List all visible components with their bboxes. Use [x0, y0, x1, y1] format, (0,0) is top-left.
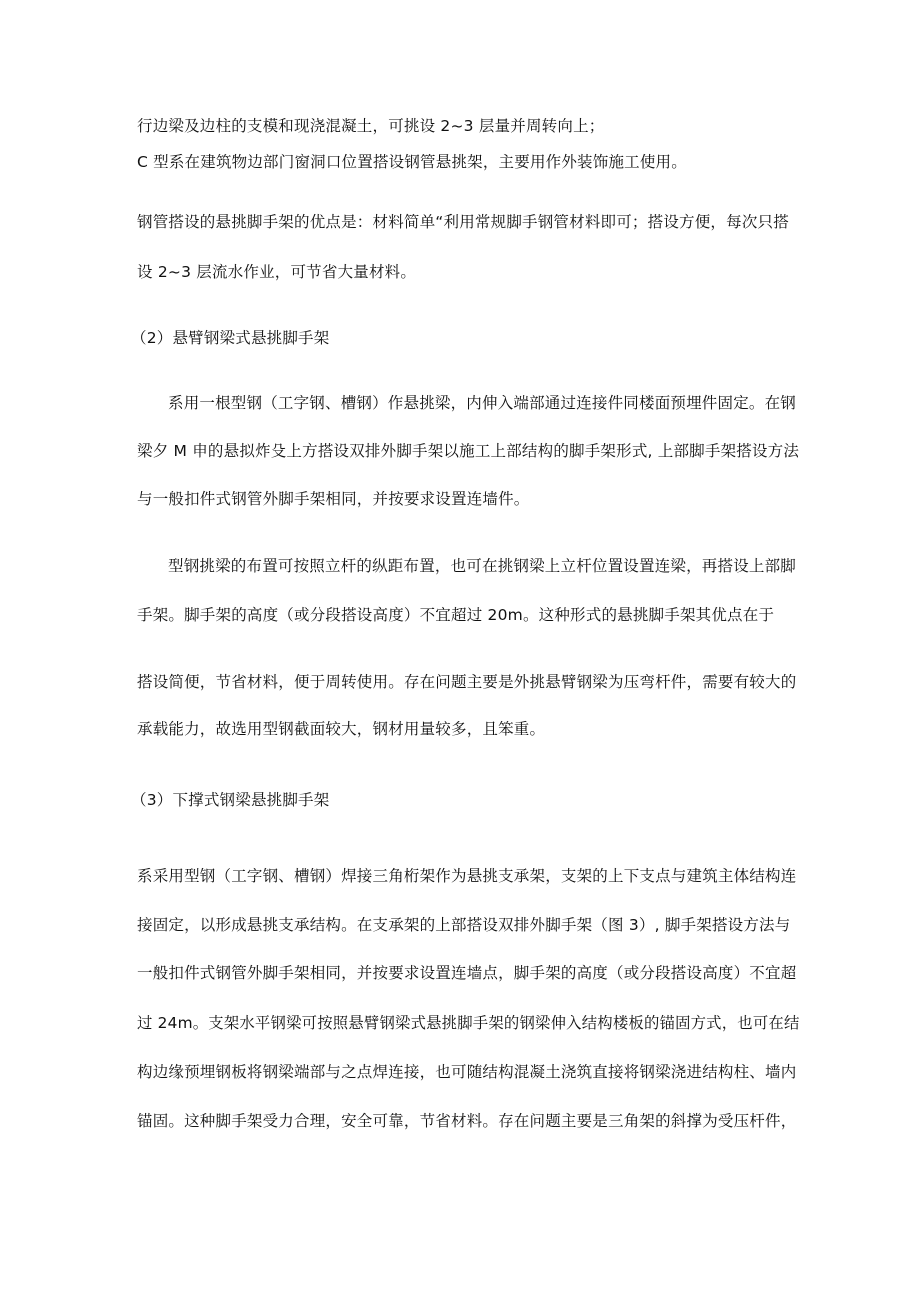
section-heading-3: （3）下撑式钢梁悬挑脚手架: [131, 791, 330, 809]
text-line: 搭设简便，节省材料，便于周转使用。存在问题主要是外挑悬臂钢梁为压弯杆件，需要有较大的: [137, 673, 797, 691]
section-heading-2: （2）悬臂钢梁式悬挑脚手架: [131, 329, 330, 347]
text-line: 过 24m。支架水平钢梁可按照悬臂钢梁式悬挑脚手架的钢梁伸入结构楼板的锚固方式，也可在结: [137, 1014, 800, 1032]
text-line: 构边缘预埋钢板将钢梁端部与之点焊连接，也可随结构混凝土浇筑直接将钢梁浇进结构柱、墙内: [137, 1063, 797, 1081]
text-line: 系采用型钢（工字钢、槽钢）焊接三角桁架作为悬挑支承架，支架的上下支点与建筑主体结构连: [137, 867, 797, 885]
text-line: 行边梁及边柱的支模和现浇混凝土，可挑设 2~3 层量并周转向上；: [137, 117, 605, 135]
text-line: 锚固。这种脚手架受力合理，安全可靠，节省材料。存在问题主要是三角架的斜撑为受压杆件，: [137, 1112, 797, 1130]
text-line: 系用一根型钢（工字钢、槽钢）作悬挑梁，内伸入端部通过连接件同楼面预埋件固定。在钢: [168, 394, 797, 412]
text-line: 型钢挑梁的布置可按照立杆的纵距布置，也可在挑钢梁上立杆位置设置连梁，再搭设上部脚: [168, 557, 797, 575]
text-line: 接固定，以形成悬挑支承结构。在支承架的上部搭设双排外脚手架（图 3）, 脚手架搭设方法与: [137, 916, 791, 934]
text-line: 一般扣件式钢管外脚手架相同，并按要求设置连墙点，脚手架的高度（或分段搭设高度）不宜超: [137, 964, 797, 982]
text-line: 钢管搭设的悬挑脚手架的优点是：材料简单“利用常规脚手钢管材料即可；搭设方便，每次只搭: [137, 213, 789, 231]
text-line: C 型系在建筑物边部门窗洞口位置搭设钢管悬挑架，主要用作外装饰施工使用。: [137, 153, 687, 171]
text-line: 承载能力，故选用型钢截面较大，钢材用量较多，且笨重。: [137, 720, 546, 738]
text-line: 手架。脚手架的高度（或分段搭设高度）不宜超过 20m。这种形式的悬挑脚手架其优点在于: [137, 606, 775, 624]
text-line: 梁夕 M 申的悬拟炸殳上方搭设双排外脚手架以施工上部结构的脚手架形式, 上部脚手架搭设方法: [137, 442, 800, 460]
text-line: 设 2~3 层流水作业，可节省大量材料。: [137, 263, 417, 281]
text-line: 与一般扣件式钢管外脚手架相同，并按要求设置连墙件。: [137, 490, 530, 508]
